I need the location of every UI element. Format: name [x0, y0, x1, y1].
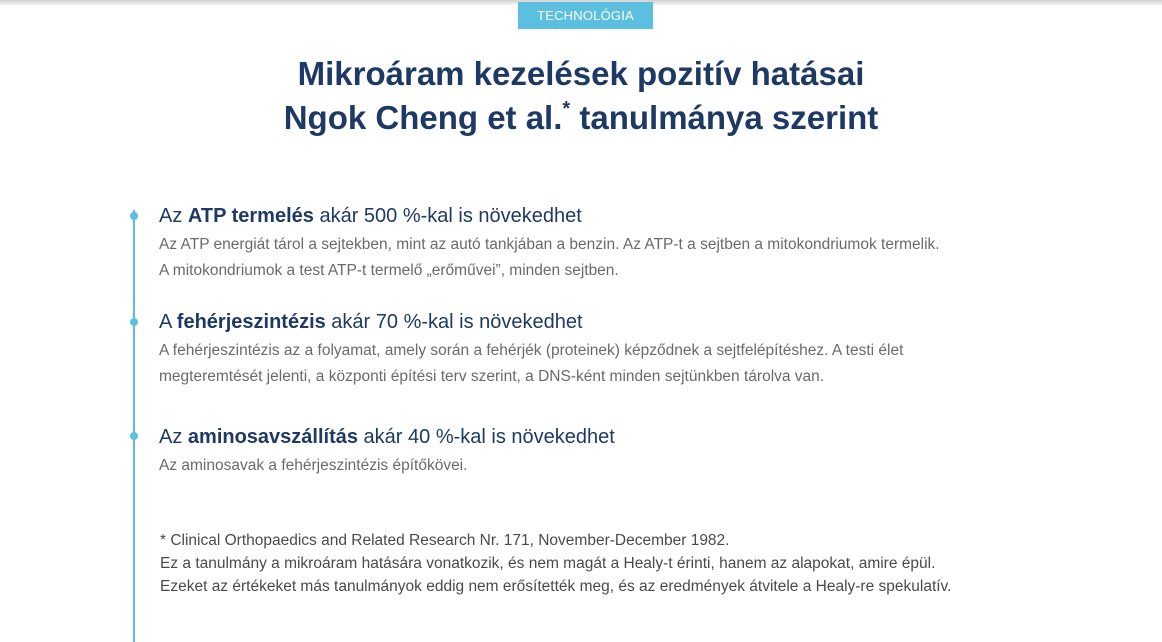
footnote-line: Ezeket az értékeket más tanulmányok eddig nem erősítették meg, és az eredmények átvitele a Healy-re spekulatív. [160, 578, 952, 595]
footnote-citation: * Clinical Orthopaedics and Related Research Nr. 171, November-December 1982. [160, 532, 730, 549]
benefit-description [159, 338, 1149, 390]
category-tag: TECHNOLÓGIA [518, 2, 653, 29]
benefit-item-protein [159, 309, 1149, 390]
title-line-2-rest: tanulmánya szerint [570, 99, 879, 136]
benefit-description [159, 232, 1149, 284]
benefit-item-atp [159, 203, 1149, 284]
timeline-dot-3 [130, 432, 138, 440]
heading-prefix: A [159, 311, 177, 333]
heading-prefix: Az [159, 426, 188, 448]
benefit-description [159, 453, 1149, 479]
benefit-heading [159, 203, 1149, 229]
footnote [160, 529, 1140, 598]
timeline-dot-2 [130, 318, 138, 326]
benefit-heading [159, 309, 1149, 335]
description-line: A fehérjeszintézis az a folyamat, amely során a fehérjék (proteinek) képződnek a sejtfelépítéshez. A testi élet [159, 342, 904, 359]
benefit-item-amino [159, 424, 1149, 479]
heading-keyword: aminosavszállítás [187, 426, 358, 448]
benefit-heading [159, 424, 1149, 450]
title-line-1: Mikroáram kezelések pozitív hatásai [297, 55, 865, 92]
description-line: A mitokondriumok a test ATP-t termelő „erőművei”, minden sejtben. [159, 262, 619, 279]
timeline-dot-1 [130, 212, 138, 220]
heading-keyword: ATP termelés [187, 205, 314, 227]
timeline-line [133, 210, 135, 642]
description-line: Az ATP energiát tárol a sejtekben, mint az autó tankjában a benzin. Az ATP-t a sejtben a mitokondriumok termelik. [159, 236, 940, 253]
description-line: megteremtését jelenti, a központi építési terv szerint, a DNS-ként minden sejtünkben tárolva van. [159, 368, 825, 385]
heading-suffix: akár 40 %-kal is növekedhet [358, 426, 615, 448]
heading-suffix: akár 500 %-kal is növekedhet [313, 205, 582, 227]
title-line-2-authors: Ngok Cheng et al. [283, 99, 563, 136]
description-line: Az aminosavak a fehérjeszintézis építőkövei. [159, 457, 468, 474]
heading-suffix: akár 70 %-kal is növekedhet [325, 311, 583, 333]
heading-prefix: Az [159, 205, 188, 227]
footnote-line: Ez a tanulmány a mikroáram hatására vonatkozik, és nem magát a Healy-t érinti, hanem az alapokat, amire épül. [160, 555, 936, 572]
heading-keyword: fehérjeszintézis [176, 311, 326, 333]
footnote-marker: * [562, 98, 571, 120]
title-line-2 [0, 96, 1162, 140]
page-title [0, 52, 1162, 140]
